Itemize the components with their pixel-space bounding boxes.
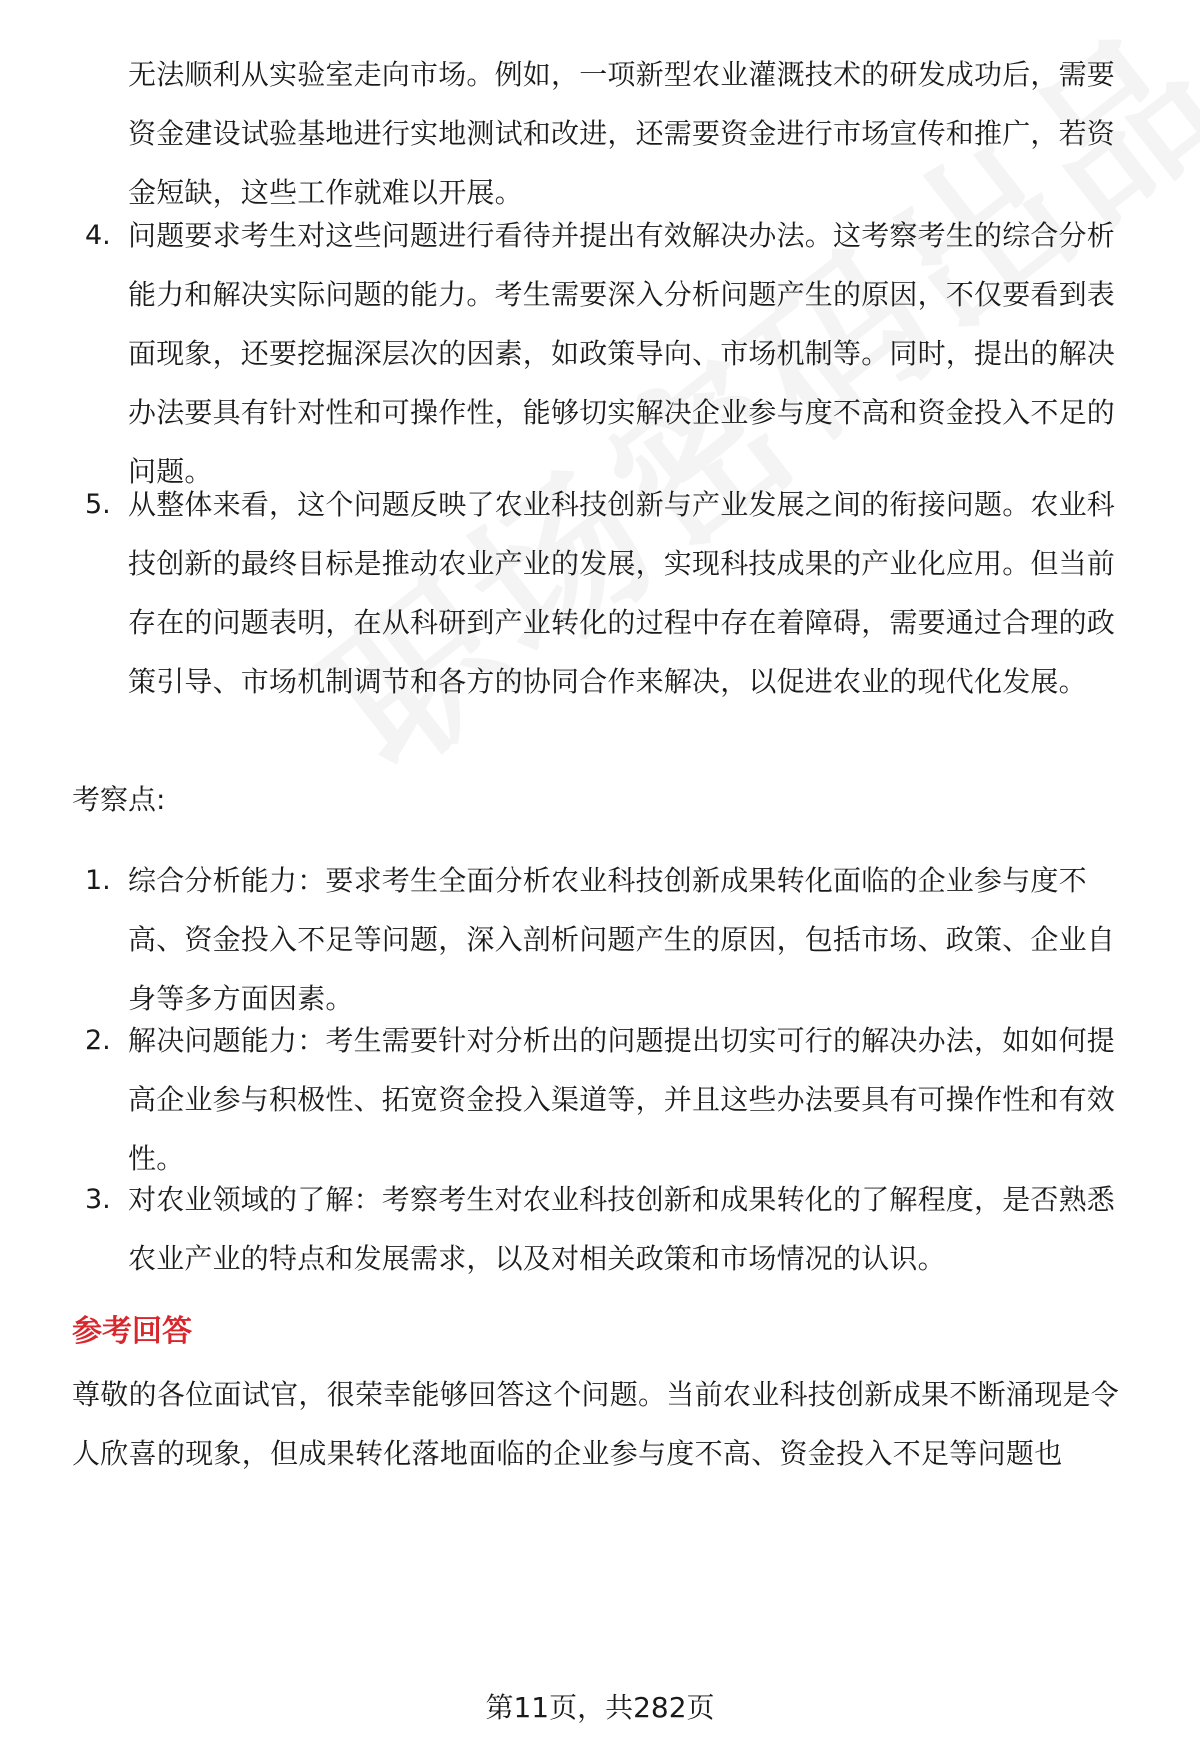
page-footer: 第11页，共282页: [485, 1691, 715, 1724]
answer-heading: 参考回答: [72, 1314, 192, 1349]
item-3-continuation: 无法顺利从实验室走向市场。例如，一项新型农业灌溉技术的研发成功后，需要资金建设试验基地进行实地测试和改进，还需要资金进行市场宣传和推广，若资金短缺，这些工作就难以开展。: [128, 58, 1116, 209]
list-item-text: 解决问题能力：考生需要针对分析出的问题提出切实可行的解决办法，如如何提高企业参与积极性、拓宽资金投入渠道等，并且这些办法要具有可操作性和有效性。: [128, 1024, 1116, 1175]
answer-paragraph: 尊敬的各位面试官，很荣幸能够回答这个问题。当前农业科技创新成果不断涌现是令人欣喜的现象，但成果转化落地面临的企业参与度不高、资金投入不足等问题也: [72, 1378, 1120, 1470]
points-label: 考察点:: [72, 783, 166, 816]
list-item-text: 对农业领域的了解：考察考生对农业科技创新和成果转化的了解程度，是否熟悉农业产业的特点和发展需求，以及对相关政策和市场情况的认识。: [128, 1183, 1116, 1275]
list-number: 1.: [85, 865, 111, 896]
list-number: 3.: [85, 1184, 111, 1215]
list-item-text: 从整体来看，这个问题反映了农业科技创新与产业发展之间的衔接问题。农业科技创新的最终目标是推动农业产业的发展，实现科技成果的产业化应用。但当前存在的问题表明，在从科研到产业转化的过程中存在着障碍，需要通过合理的政策引导、市场机制调节和各方的协同合作来解决，以促进农业的现代化发展。: [128, 488, 1116, 698]
list-item-text: 综合分析能力：要求考生全面分析农业科技创新成果转化面临的企业参与度不高、资金投入不足等问题，深入剖析问题产生的原因，包括市场、政策、企业自身等多方面因素。: [128, 864, 1116, 1015]
list-number: 2.: [85, 1025, 111, 1056]
list-item-text: 问题要求考生对这些问题进行看待并提出有效解决办法。这考察考生的综合分析能力和解决实际问题的能力。考生需要深入分析问题产生的原因，不仅要看到表面现象，还要挖掘深层次的因素，如政策导向、市场机制等。同时，提出的解决办法要具有针对性和可操作性，能够切实解决企业参与度不高和资金投入不足的问题。: [128, 219, 1116, 488]
list-number: 4.: [85, 220, 111, 251]
list-number: 5.: [85, 489, 111, 520]
